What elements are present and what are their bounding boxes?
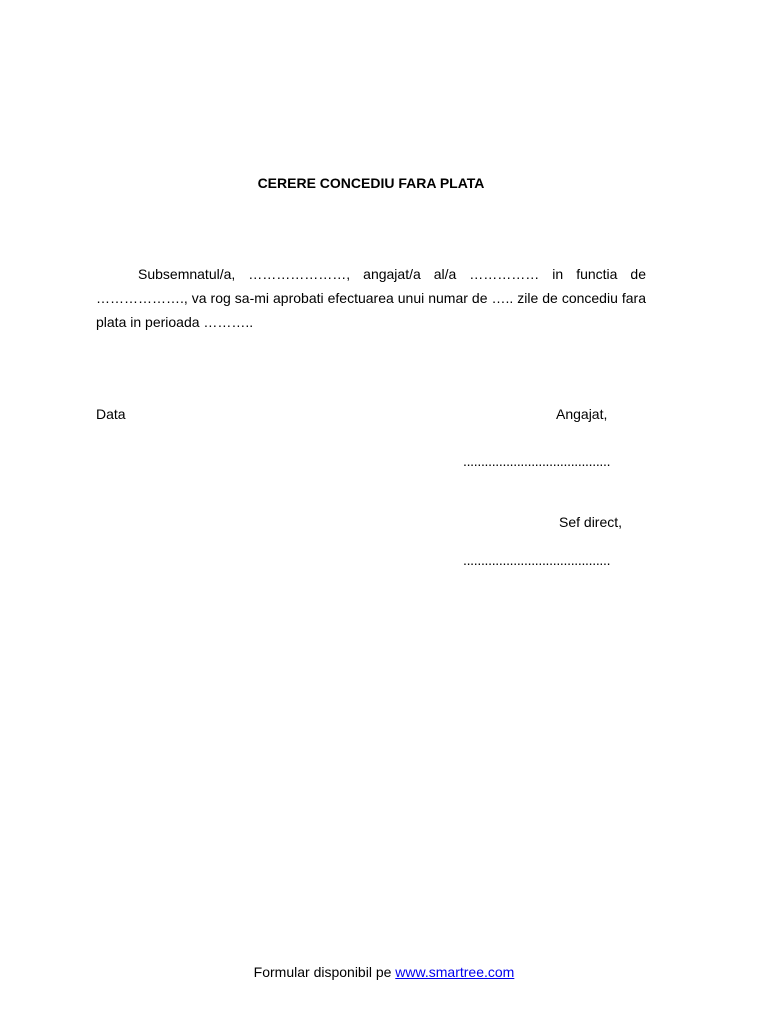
date-label: Data (96, 406, 126, 422)
footer-link[interactable]: www.smartree.com (395, 964, 515, 980)
request-paragraph: Subsemnatul/a, …………………, angajat/a al/a …………… in functia de ………………., va rog sa-mi aprobati efectuarea unui numar de ….. zile de concediu fara plata in perioada ……….. (96, 266, 646, 330)
document-title: CERERE CONCEDIU FARA PLATA (257, 175, 485, 191)
footer-text: Formular disponibil pe (253, 964, 392, 980)
employee-signature-line: ......................................... (463, 453, 611, 469)
manager-label: Sef direct, (559, 514, 623, 530)
employee-label: Angajat, (556, 406, 608, 422)
manager-signature-line: ......................................... (463, 552, 611, 568)
footer (0, 963, 768, 981)
